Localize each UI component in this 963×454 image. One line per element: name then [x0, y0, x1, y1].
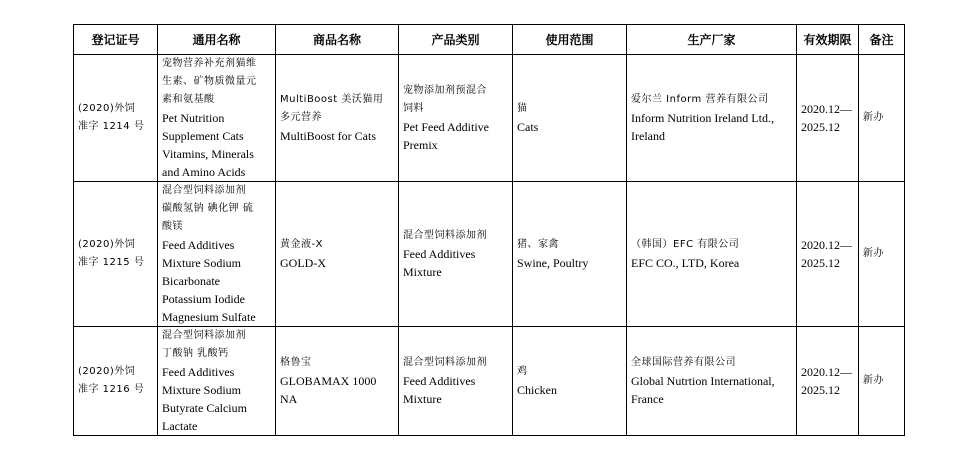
- cell-line: Feed Additives: [162, 238, 235, 252]
- cell-validity: [797, 182, 859, 327]
- cell-line: 混合型饲料添加剂: [162, 185, 246, 196]
- header-remark: 备注: [859, 25, 905, 55]
- cell-line: MultiBoost for Cats: [280, 129, 377, 143]
- cell-generic-name: [158, 327, 276, 436]
- cell-line: 混合型饲料添加剂: [403, 357, 487, 368]
- cell-line: Supplement Cats: [162, 129, 244, 143]
- cell-generic-name: [158, 182, 276, 327]
- cell-line: 碳酸氢钠 碘化钾 硫: [162, 203, 254, 214]
- cell-line: 新办: [863, 248, 884, 259]
- cell-line: 2020.12—: [801, 238, 852, 252]
- header-category: 产品类别: [399, 25, 513, 55]
- cell-line: 全球国际营养有限公司: [631, 357, 736, 368]
- cell-trade-name: [276, 327, 399, 436]
- cell-validity: [797, 327, 859, 436]
- cell-line: Mixture Sodium: [162, 256, 242, 270]
- cell-manufacturer: [627, 327, 797, 436]
- cell-line: Lactate: [162, 419, 198, 433]
- table-row: [74, 55, 905, 182]
- cell-line: 猪、家禽: [517, 239, 559, 250]
- cell-line: Feed Additives: [403, 247, 476, 261]
- cell-line: Butyrate Calcium: [162, 401, 247, 415]
- cell-line: Pet Feed Additive: [403, 120, 489, 134]
- cell-line: Potassium Iodide: [162, 292, 245, 306]
- cell-line: GLOBAMAX 1000: [280, 374, 377, 388]
- cell-line: (2020)外饲: [78, 239, 136, 250]
- cell-line: and Amino Acids: [162, 165, 246, 179]
- header-reg-no: 登记证号: [74, 25, 158, 55]
- cell-trade-name: [276, 55, 399, 182]
- cell-reg-no: [74, 55, 158, 182]
- cell-line: 2025.12: [801, 383, 840, 397]
- cell-line: Global Nutrtion International,: [631, 374, 775, 388]
- table-row: [74, 182, 905, 327]
- cell-line: 准字 1215 号: [78, 257, 145, 268]
- cell-scope: [513, 327, 627, 436]
- cell-line: 2025.12: [801, 256, 840, 270]
- cell-line: 猫: [517, 103, 528, 114]
- cell-manufacturer: [627, 55, 797, 182]
- cell-trade-name: [276, 182, 399, 327]
- cell-line: Swine, Poultry: [517, 256, 589, 270]
- cell-line: 准字 1216 号: [78, 384, 145, 395]
- cell-category: [399, 182, 513, 327]
- cell-line: Premix: [403, 138, 438, 152]
- cell-category: [399, 327, 513, 436]
- cell-line: (2020)外饲: [78, 366, 136, 377]
- header-scope: 使用范围: [513, 25, 627, 55]
- cell-line: 酸镁: [162, 221, 183, 232]
- cell-line: Mixture: [403, 265, 442, 279]
- cell-line: Vitamins, Minerals: [162, 147, 254, 161]
- cell-line: Ireland: [631, 129, 665, 143]
- cell-remark: [859, 182, 905, 327]
- cell-line: (2020)外饲: [78, 103, 136, 114]
- cell-reg-no: [74, 327, 158, 436]
- cell-line: Mixture: [403, 392, 442, 406]
- cell-line: MultiBoost 美沃猫用: [280, 94, 384, 105]
- cell-line: Feed Additives: [162, 365, 235, 379]
- table-row: [74, 327, 905, 436]
- cell-line: NA: [280, 392, 298, 406]
- cell-line: Feed Additives: [403, 374, 476, 388]
- cell-line: Chicken: [517, 383, 557, 397]
- cell-line: Inform Nutrition Ireland Ltd.,: [631, 111, 774, 125]
- cell-line: 准字 1214 号: [78, 121, 145, 132]
- cell-category: [399, 55, 513, 182]
- cell-line: 多元营养: [280, 112, 322, 123]
- cell-line: 生素、矿物质微量元: [162, 76, 257, 87]
- cell-line: 混合型饲料添加剂: [162, 330, 246, 341]
- cell-line: 2025.12: [801, 120, 840, 134]
- registration-table: [73, 24, 905, 436]
- cell-line: 混合型饲料添加剂: [403, 230, 487, 241]
- header-trade-name: 商品名称: [276, 25, 399, 55]
- cell-line: 素和氨基酸: [162, 94, 215, 105]
- header-row: [74, 25, 905, 55]
- cell-line: Magnesium Sulfate: [162, 310, 256, 324]
- cell-line: 爱尔兰 Inform 营养有限公司: [631, 94, 769, 105]
- cell-validity: [797, 55, 859, 182]
- cell-line: 新办: [863, 375, 884, 386]
- cell-line: 黄金液-X: [280, 239, 323, 250]
- header-generic-name: 通用名称: [158, 25, 276, 55]
- cell-line: Mixture Sodium: [162, 383, 242, 397]
- cell-reg-no: [74, 182, 158, 327]
- cell-remark: [859, 55, 905, 182]
- cell-line: Cats: [517, 120, 539, 134]
- cell-line: 2020.12—: [801, 365, 852, 379]
- header-manufacturer: 生产厂家: [627, 25, 797, 55]
- cell-scope: [513, 182, 627, 327]
- cell-line: Pet Nutrition: [162, 111, 225, 125]
- cell-generic-name: [158, 55, 276, 182]
- cell-line: 2020.12—: [801, 102, 852, 116]
- cell-line: 丁酸钠 乳酸钙: [162, 348, 229, 359]
- cell-line: 新办: [863, 112, 884, 123]
- cell-line: Bicarbonate: [162, 274, 220, 288]
- cell-scope: [513, 55, 627, 182]
- cell-line: （韩国）EFC 有限公司: [631, 239, 740, 250]
- cell-line: 鸡: [517, 366, 528, 377]
- cell-remark: [859, 327, 905, 436]
- cell-line: GOLD-X: [280, 256, 326, 270]
- cell-line: 格鲁宝: [280, 357, 312, 368]
- cell-line: EFC CO., LTD, Korea: [631, 256, 740, 270]
- header-validity: 有效期限: [797, 25, 859, 55]
- cell-line: France: [631, 392, 664, 406]
- cell-line: 宠物营养补充剂猫维: [162, 58, 257, 69]
- cell-manufacturer: [627, 182, 797, 327]
- cell-line: 饲料: [403, 103, 424, 114]
- cell-line: 宠物添加剂预混合: [403, 85, 487, 96]
